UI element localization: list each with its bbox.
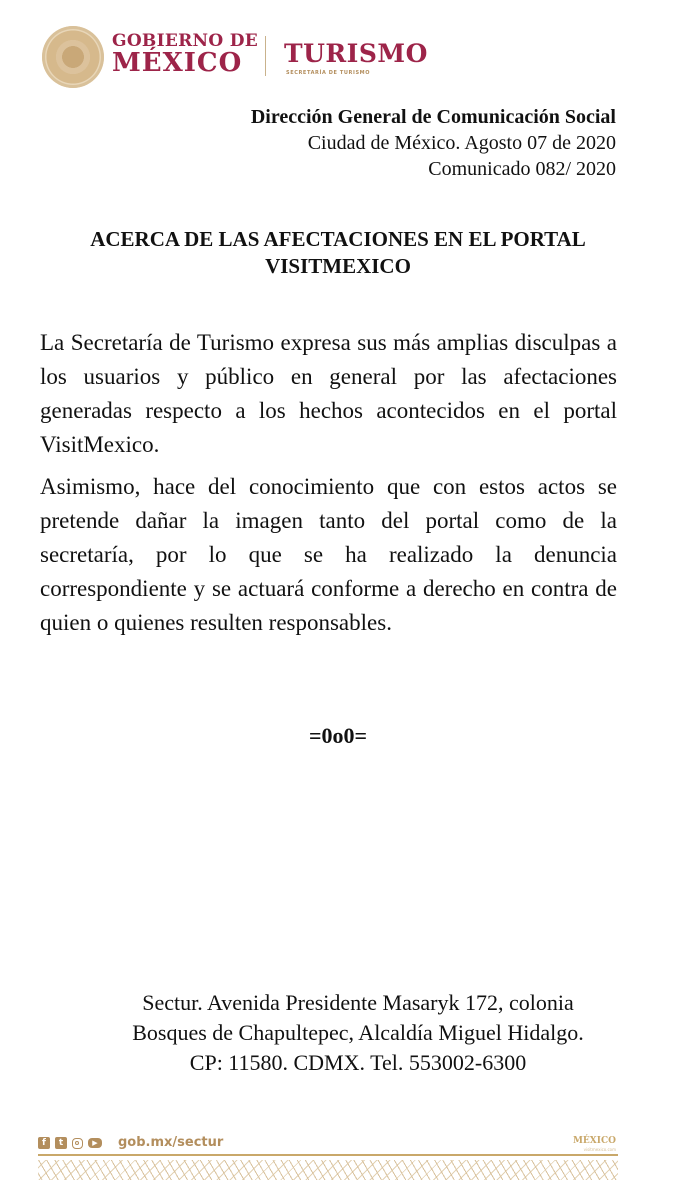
- address-block: [60, 988, 656, 1078]
- title-line-1: ACERCA DE LAS AFECTACIONES EN EL PORTAL: [90, 227, 586, 251]
- facebook-icon[interactable]: f: [38, 1137, 50, 1149]
- secretaria-de-turismo-label: SECRETARÍA DE TURISMO: [286, 70, 371, 76]
- address-line-2: Bosques de Chapultepec, Alcaldía Miguel Hidalgo.: [132, 1020, 584, 1045]
- end-separator: =0o0=: [308, 723, 368, 748]
- document-title: [30, 226, 646, 280]
- logo-divider: [265, 36, 266, 76]
- website-link[interactable]: gob.mx/sectur: [118, 1135, 224, 1150]
- youtube-icon[interactable]: ▶: [88, 1138, 102, 1148]
- instagram-icon[interactable]: [72, 1138, 83, 1149]
- gobierno-de-label: GOBIERNO DE: [112, 31, 258, 51]
- footer-divider: [38, 1154, 618, 1156]
- office-name: Dirección General de Comunicación Social: [250, 106, 616, 128]
- address-line-1: Sectur. Avenida Presidente Masaryk 172, colonia: [142, 990, 574, 1015]
- turismo-label: TURISMO: [284, 39, 428, 68]
- paragraph-1: La Secretaría de Turismo expresa sus más amplias disculpas a los usuarios y público en general por las afectaciones generadas respecto a los hechos acontecidos en el portal VisitMexico.: [40, 330, 617, 457]
- mexico-brand-sub: visitmexico.com: [583, 1147, 616, 1152]
- place-date: Ciudad de México. Agosto 07 de 2020: [307, 132, 616, 154]
- release-number: Comunicado 082/ 2020: [428, 158, 616, 180]
- twitter-icon[interactable]: t: [55, 1137, 67, 1149]
- paragraph-2: Asimismo, hace del conocimiento que con estos actos se pretende dañar la imagen tanto del portal como de la secretaría, por lo que se ha realizado la denuncia correspondiente y se actuará conforme a derecho en contra de quien o quienes resulten responsables.: [40, 474, 617, 635]
- mexico-brand-logo: MÉXICO: [572, 1136, 616, 1146]
- decorative-pattern-band: [38, 1160, 618, 1180]
- social-icons: [38, 1137, 102, 1149]
- mexico-label: MÉXICO: [112, 48, 243, 78]
- mexico-seal-icon: [42, 26, 104, 88]
- address-line-3: CP: 11580. CDMX. Tel. 553002-6300: [189, 1050, 527, 1075]
- title-line-2: VISITMEXICO: [265, 254, 411, 278]
